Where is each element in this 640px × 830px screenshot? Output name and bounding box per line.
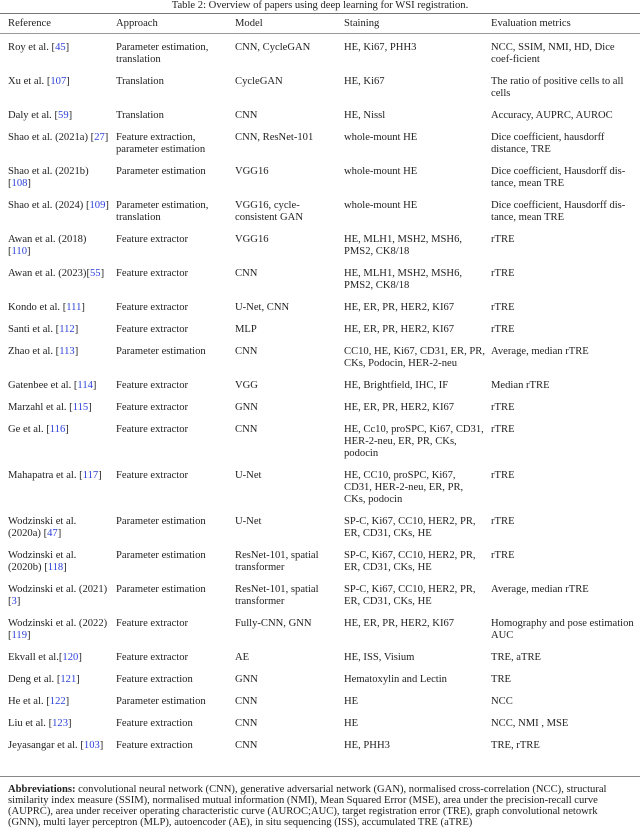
table-header-row bbox=[0, 16, 640, 34]
approach-cell: Parameter estimation bbox=[116, 166, 206, 177]
reference-cell: Ekvall et al.[120] bbox=[8, 652, 82, 663]
citation-link[interactable]: 107 bbox=[50, 76, 67, 87]
metrics-cell: The ratio of positive cells to all cells bbox=[491, 76, 624, 99]
table-row bbox=[0, 297, 640, 319]
reference-cell: Santi et al. [112] bbox=[8, 324, 79, 335]
table-row bbox=[0, 127, 640, 161]
reference-author: Daly et al. [ bbox=[8, 110, 59, 121]
metrics-cell: Median rTRE bbox=[491, 380, 550, 391]
reference-author: Mahapatra et al. [ bbox=[8, 470, 83, 481]
approach-cell: Feature extractor bbox=[116, 234, 189, 245]
staining-cell: whole-mount HE bbox=[344, 200, 418, 211]
approach-cell: Translation bbox=[116, 110, 164, 121]
model-cell: VGG16, cycle-consistent GAN bbox=[235, 200, 303, 223]
staining-cell: HE, ER, PR, HER2, KI67 bbox=[344, 618, 455, 629]
staining-cell: SP-C, Ki67, CC10, HER2, PR, ER, CD31, CKs, HE bbox=[344, 584, 476, 607]
approach-cell: Feature extractor bbox=[116, 268, 189, 279]
citation-link[interactable]: 111 bbox=[66, 302, 82, 313]
citation-link[interactable]: 110 bbox=[11, 246, 28, 257]
table-row bbox=[0, 397, 640, 419]
citation-link[interactable]: 112 bbox=[59, 324, 75, 335]
model-cell: CNN bbox=[235, 424, 258, 435]
model-cell: CNN bbox=[235, 740, 258, 751]
metrics-cell: rTRE bbox=[491, 424, 515, 435]
citation-link[interactable]: 59 bbox=[58, 110, 69, 121]
metrics-cell: TRE, aTRE bbox=[491, 652, 542, 663]
reference-cell: Jeyasangar et al. [103] bbox=[8, 740, 104, 751]
metrics-cell: Average, median rTRE bbox=[491, 584, 589, 595]
staining-cell: SP-C, Ki67, CC10, HER2, PR, ER, CD31, CKs, HE bbox=[344, 516, 476, 539]
table-row bbox=[0, 319, 640, 341]
table-top-rule bbox=[0, 13, 640, 14]
metrics-cell: rTRE bbox=[491, 302, 515, 313]
staining-cell: HE, ER, PR, HER2, KI67 bbox=[344, 324, 455, 335]
table-row bbox=[0, 735, 640, 757]
model-cell: MLP bbox=[235, 324, 257, 335]
citation-link[interactable]: 116 bbox=[49, 424, 66, 435]
table-row bbox=[0, 691, 640, 713]
papers-table bbox=[0, 16, 640, 757]
table-row bbox=[0, 613, 640, 647]
reference-cell: Awan et al. (2018) [110] bbox=[8, 234, 87, 257]
table-row bbox=[0, 341, 640, 375]
approach-cell: Feature extractor bbox=[116, 302, 189, 313]
model-cell: ResNet-101, spatial transformer bbox=[235, 584, 319, 607]
metrics-cell: Average, median rTRE bbox=[491, 346, 589, 357]
model-cell: CNN bbox=[235, 110, 258, 121]
citation-link[interactable]: 108 bbox=[11, 178, 28, 189]
metrics-cell: NCC bbox=[491, 696, 513, 707]
table-row bbox=[0, 579, 640, 613]
table-body bbox=[0, 34, 640, 758]
reference-cell: Zhao et al. [113] bbox=[8, 346, 79, 357]
staining-cell: CC10, HE, Ki67, CD31, ER, PR, CKs, Podocin, HER-2-neu bbox=[344, 346, 485, 369]
table-caption: Table 2: Overview of papers using deep learning for WSI registration. bbox=[171, 0, 469, 11]
approach-cell: Parameter estimation bbox=[116, 550, 206, 561]
model-cell: VGG16 bbox=[235, 234, 269, 245]
reference-cell: Deng et al. [121] bbox=[8, 674, 80, 685]
model-cell: CNN, ResNet-101 bbox=[235, 132, 314, 143]
approach-cell: Parameter estimation bbox=[116, 346, 206, 357]
staining-cell: HE, MLH1, MSH2, MSH6, PMS2, CK8/18 bbox=[344, 234, 463, 257]
reference-author: Deng et al. [ bbox=[8, 674, 61, 685]
staining-cell: SP-C, Ki67, CC10, HER2, PR, ER, CD31, CKs, HE bbox=[344, 550, 476, 573]
table-row bbox=[0, 229, 640, 263]
reference-cell: Kondo et al. [111] bbox=[8, 302, 85, 313]
citation-link[interactable]: 120 bbox=[62, 652, 79, 663]
approach-cell: Feature extractor bbox=[116, 402, 189, 413]
citation-link[interactable]: 119 bbox=[11, 630, 28, 641]
table-row bbox=[0, 511, 640, 545]
reference-cell: Shao et al. (2021b)[108] bbox=[8, 166, 89, 189]
metrics-cell: NCC, SSIM, NMI, HD, Dice coef-ficient bbox=[491, 42, 615, 65]
table-row bbox=[0, 669, 640, 691]
approach-cell: Feature extraction bbox=[116, 740, 193, 751]
reference-author: Roy et al. [ bbox=[8, 42, 56, 53]
metrics-cell: rTRE bbox=[491, 402, 515, 413]
model-cell: GNN bbox=[235, 402, 258, 413]
model-cell: CNN bbox=[235, 696, 258, 707]
approach-cell: Feature extractor bbox=[116, 470, 189, 481]
approach-cell: Feature extractor bbox=[116, 618, 189, 629]
approach-cell: Feature extraction, parameter estimation bbox=[116, 132, 206, 155]
citation-link[interactable]: 121 bbox=[60, 674, 77, 685]
reference-author: He et al. [ bbox=[8, 696, 50, 707]
table-row bbox=[0, 545, 640, 579]
staining-cell: HE, Brightfield, IHC, IF bbox=[344, 380, 449, 391]
model-cell: VGG bbox=[235, 380, 258, 391]
metrics-cell: NCC, NMI , MSE bbox=[491, 718, 569, 729]
citation-link[interactable]: 27 bbox=[94, 132, 105, 143]
staining-cell: HE, Ki67 bbox=[344, 76, 385, 87]
reference-author: Ge et al. [ bbox=[8, 424, 50, 435]
reference-cell: Liu et al. [123] bbox=[8, 718, 72, 729]
reference-author: Santi et al. [ bbox=[8, 324, 60, 335]
reference-cell: Wodzinski et al. (2020a) [47] bbox=[8, 516, 77, 539]
reference-author: Marzahl et al. [ bbox=[8, 402, 73, 413]
reference-cell: Shao et al. (2024) [109] bbox=[8, 200, 109, 211]
staining-cell: HE bbox=[344, 696, 359, 707]
citation-link[interactable]: 47 bbox=[47, 528, 58, 539]
reference-cell: Daly et al. [59] bbox=[8, 110, 73, 121]
metrics-cell: rTRE bbox=[491, 516, 515, 527]
reference-cell: Gatenbee et al. [114] bbox=[8, 380, 97, 391]
reference-author: Jeyasangar et al. [ bbox=[8, 740, 84, 751]
model-cell: ResNet-101, spatial transformer bbox=[235, 550, 319, 573]
citation-link[interactable]: 113 bbox=[59, 346, 75, 357]
table-row bbox=[0, 465, 640, 511]
table-row bbox=[0, 647, 640, 669]
reference-cell: Shao et al. (2021a) [27] bbox=[8, 132, 109, 143]
approach-cell: Feature extractor bbox=[116, 324, 189, 335]
staining-cell: HE, Nissl bbox=[344, 110, 386, 121]
header-reference: Reference bbox=[0, 16, 116, 34]
staining-cell: HE, Cc10, proSPC, Ki67, CD31, HER-2-neu, ER, PR, CKs, podocin bbox=[344, 424, 484, 459]
metrics-cell: Homography and pose estimation AUC bbox=[491, 618, 634, 641]
approach-cell: Parameter estimation bbox=[116, 516, 206, 527]
reference-cell: Awan et al. (2023)[55] bbox=[8, 268, 105, 279]
citation-link[interactable]: 123 bbox=[52, 718, 69, 729]
metrics-cell: rTRE bbox=[491, 234, 515, 245]
reference-cell: He et al. [122] bbox=[8, 696, 70, 707]
reference-cell: Wodzinski et al. (2020b) [118] bbox=[8, 550, 77, 573]
reference-author: Xu et al. [ bbox=[8, 76, 51, 87]
model-cell: U-Net bbox=[235, 470, 262, 481]
table-row bbox=[0, 195, 640, 229]
metrics-cell: Dice coefficient, hausdorff distance, TRE bbox=[491, 132, 605, 155]
staining-cell: HE, Ki67, PHH3 bbox=[344, 42, 417, 53]
reference-cell: Wodzinski et al. (2021) [3] bbox=[8, 584, 108, 607]
table-row bbox=[0, 419, 640, 465]
approach-cell: Parameter estimation bbox=[116, 696, 206, 707]
citation-link[interactable]: 122 bbox=[49, 696, 66, 707]
header-staining: Staining bbox=[344, 16, 491, 34]
table-row bbox=[0, 71, 640, 105]
metrics-cell: Dice coefficient, Hausdorff dis-tance, mean TRE bbox=[491, 200, 626, 223]
header-evaluation-metrics: Evaluation metrics bbox=[491, 16, 640, 34]
reference-author: Shao et al. (2021a) [ bbox=[8, 132, 95, 143]
staining-cell: whole-mount HE bbox=[344, 132, 418, 143]
staining-cell: HE, CC10, proSPC, Ki67, CD31, HER-2-neu, ER, PR, CKs, podocin bbox=[344, 470, 464, 505]
metrics-cell: TRE bbox=[491, 674, 512, 685]
staining-cell: HE bbox=[344, 718, 359, 729]
staining-cell: HE, ER, PR, HER2, KI67 bbox=[344, 402, 455, 413]
model-cell: U-Net, CNN bbox=[235, 302, 290, 313]
metrics-cell: rTRE bbox=[491, 470, 515, 481]
approach-cell: Parameter estimation, translation bbox=[116, 42, 209, 65]
reference-author: Ekvall et al.[ bbox=[8, 652, 63, 663]
metrics-cell: TRE, rTRE bbox=[491, 740, 540, 751]
reference-cell: Ge et al. [116] bbox=[8, 424, 69, 435]
approach-cell: Parameter estimation bbox=[116, 584, 206, 595]
staining-cell: HE, ER, PR, HER2, KI67 bbox=[344, 302, 455, 313]
reference-cell: Marzahl et al. [115] bbox=[8, 402, 92, 413]
reference-author: Liu et al. [ bbox=[8, 718, 53, 729]
citation-link[interactable]: 55 bbox=[89, 268, 101, 279]
approach-cell: Feature extractor bbox=[116, 380, 189, 391]
metrics-cell: rTRE bbox=[491, 324, 515, 335]
citation-link[interactable]: 109 bbox=[89, 200, 106, 211]
citation-link[interactable]: 117 bbox=[82, 470, 99, 481]
citation-link[interactable]: 114 bbox=[77, 380, 93, 391]
reference-author: Zhao et al. [ bbox=[8, 346, 60, 357]
metrics-cell: Accuracy, AUPRC, AUROC bbox=[491, 110, 613, 121]
model-cell: CNN bbox=[235, 346, 258, 357]
model-cell: CNN, CycleGAN bbox=[235, 42, 311, 53]
model-cell: CNN bbox=[235, 718, 258, 729]
reference-author: Gatenbee et al. [ bbox=[8, 380, 78, 391]
citation-link[interactable]: 118 bbox=[47, 562, 64, 573]
citation-link[interactable]: 115 bbox=[72, 402, 89, 413]
staining-cell: HE, MLH1, MSH2, MSH6, PMS2, CK8/18 bbox=[344, 268, 463, 291]
reference-author: Wodzinski et al. (2020b) [ bbox=[8, 550, 77, 573]
reference-author: Shao et al. (2021b)[ bbox=[8, 166, 89, 189]
staining-cell: HE, ISS, Visium bbox=[344, 652, 415, 663]
citation-link[interactable]: 3 bbox=[11, 596, 17, 607]
model-cell: VGG16 bbox=[235, 166, 269, 177]
reference-author: Awan et al. (2018) [ bbox=[8, 234, 87, 257]
table-row bbox=[0, 34, 640, 72]
reference-author: Kondo et al. [ bbox=[8, 302, 67, 313]
reference-author: Wodzinski et al. (2021) [ bbox=[8, 584, 108, 607]
table-row bbox=[0, 105, 640, 127]
abbreviations-note bbox=[8, 784, 628, 828]
table-row bbox=[0, 375, 640, 397]
table-bottom-rule bbox=[0, 776, 640, 777]
citation-link[interactable]: 45 bbox=[55, 42, 66, 53]
staining-cell: Hematoxylin and Lectin bbox=[344, 674, 447, 685]
table-row bbox=[0, 713, 640, 735]
staining-cell: whole-mount HE bbox=[344, 166, 418, 177]
metrics-cell: rTRE bbox=[491, 268, 515, 279]
metrics-cell: Dice coefficient, Hausdorff dis-tance, mean TRE bbox=[491, 166, 626, 189]
approach-cell: Feature extraction bbox=[116, 674, 193, 685]
table-row bbox=[0, 263, 640, 297]
approach-cell: Translation bbox=[116, 76, 164, 87]
approach-cell: Feature extraction bbox=[116, 718, 193, 729]
abbreviations-label: Abbreviations: bbox=[8, 784, 76, 795]
header-model: Model bbox=[235, 16, 344, 34]
reference-cell: Xu et al. [107] bbox=[8, 76, 70, 87]
reference-cell: Wodzinski et al. (2022)[119] bbox=[8, 618, 108, 641]
reference-author: Awan et al. (2023)[ bbox=[8, 268, 90, 279]
reference-cell: Mahapatra et al. [117] bbox=[8, 470, 102, 481]
citation-link[interactable]: 103 bbox=[83, 740, 100, 751]
approach-cell: Feature extractor bbox=[116, 652, 189, 663]
header-approach: Approach bbox=[116, 16, 235, 34]
model-cell: GNN bbox=[235, 674, 258, 685]
reference-cell: Roy et al. [45] bbox=[8, 42, 70, 53]
reference-author: Wodzinski et al. (2022)[ bbox=[8, 618, 108, 641]
approach-cell: Feature extractor bbox=[116, 424, 189, 435]
model-cell: CycleGAN bbox=[235, 76, 283, 87]
table-row bbox=[0, 161, 640, 195]
reference-author: Shao et al. (2024) [ bbox=[8, 200, 90, 211]
approach-cell: Parameter estimation, translation bbox=[116, 200, 209, 223]
metrics-cell: rTRE bbox=[491, 550, 515, 561]
abbreviations-text: convolutional neural network (CNN), generative adversarial network (GAN), normalised cross-correlation (NCC), structural similarity index measure (SSIM), normalised mutual information (NMI), Mean Squared Error (MSE), area under the precision-recall curve (AUPRC), area under receiver operating characteristic curve (AUROC;AUC), target registration error (TRE), graph convolutional netowrk (GNN), multi layer perceptron (MLP), autoencoder (AE), in situ sequencing (ISS), accumulated TRE (aTRE) bbox=[8, 784, 607, 828]
staining-cell: HE, PHH3 bbox=[344, 740, 390, 751]
model-cell: AE bbox=[235, 652, 250, 663]
reference-author: Wodzinski et al. (2020a) [ bbox=[8, 516, 77, 539]
model-cell: U-Net bbox=[235, 516, 262, 527]
model-cell: Fully-CNN, GNN bbox=[235, 618, 312, 629]
model-cell: CNN bbox=[235, 268, 258, 279]
